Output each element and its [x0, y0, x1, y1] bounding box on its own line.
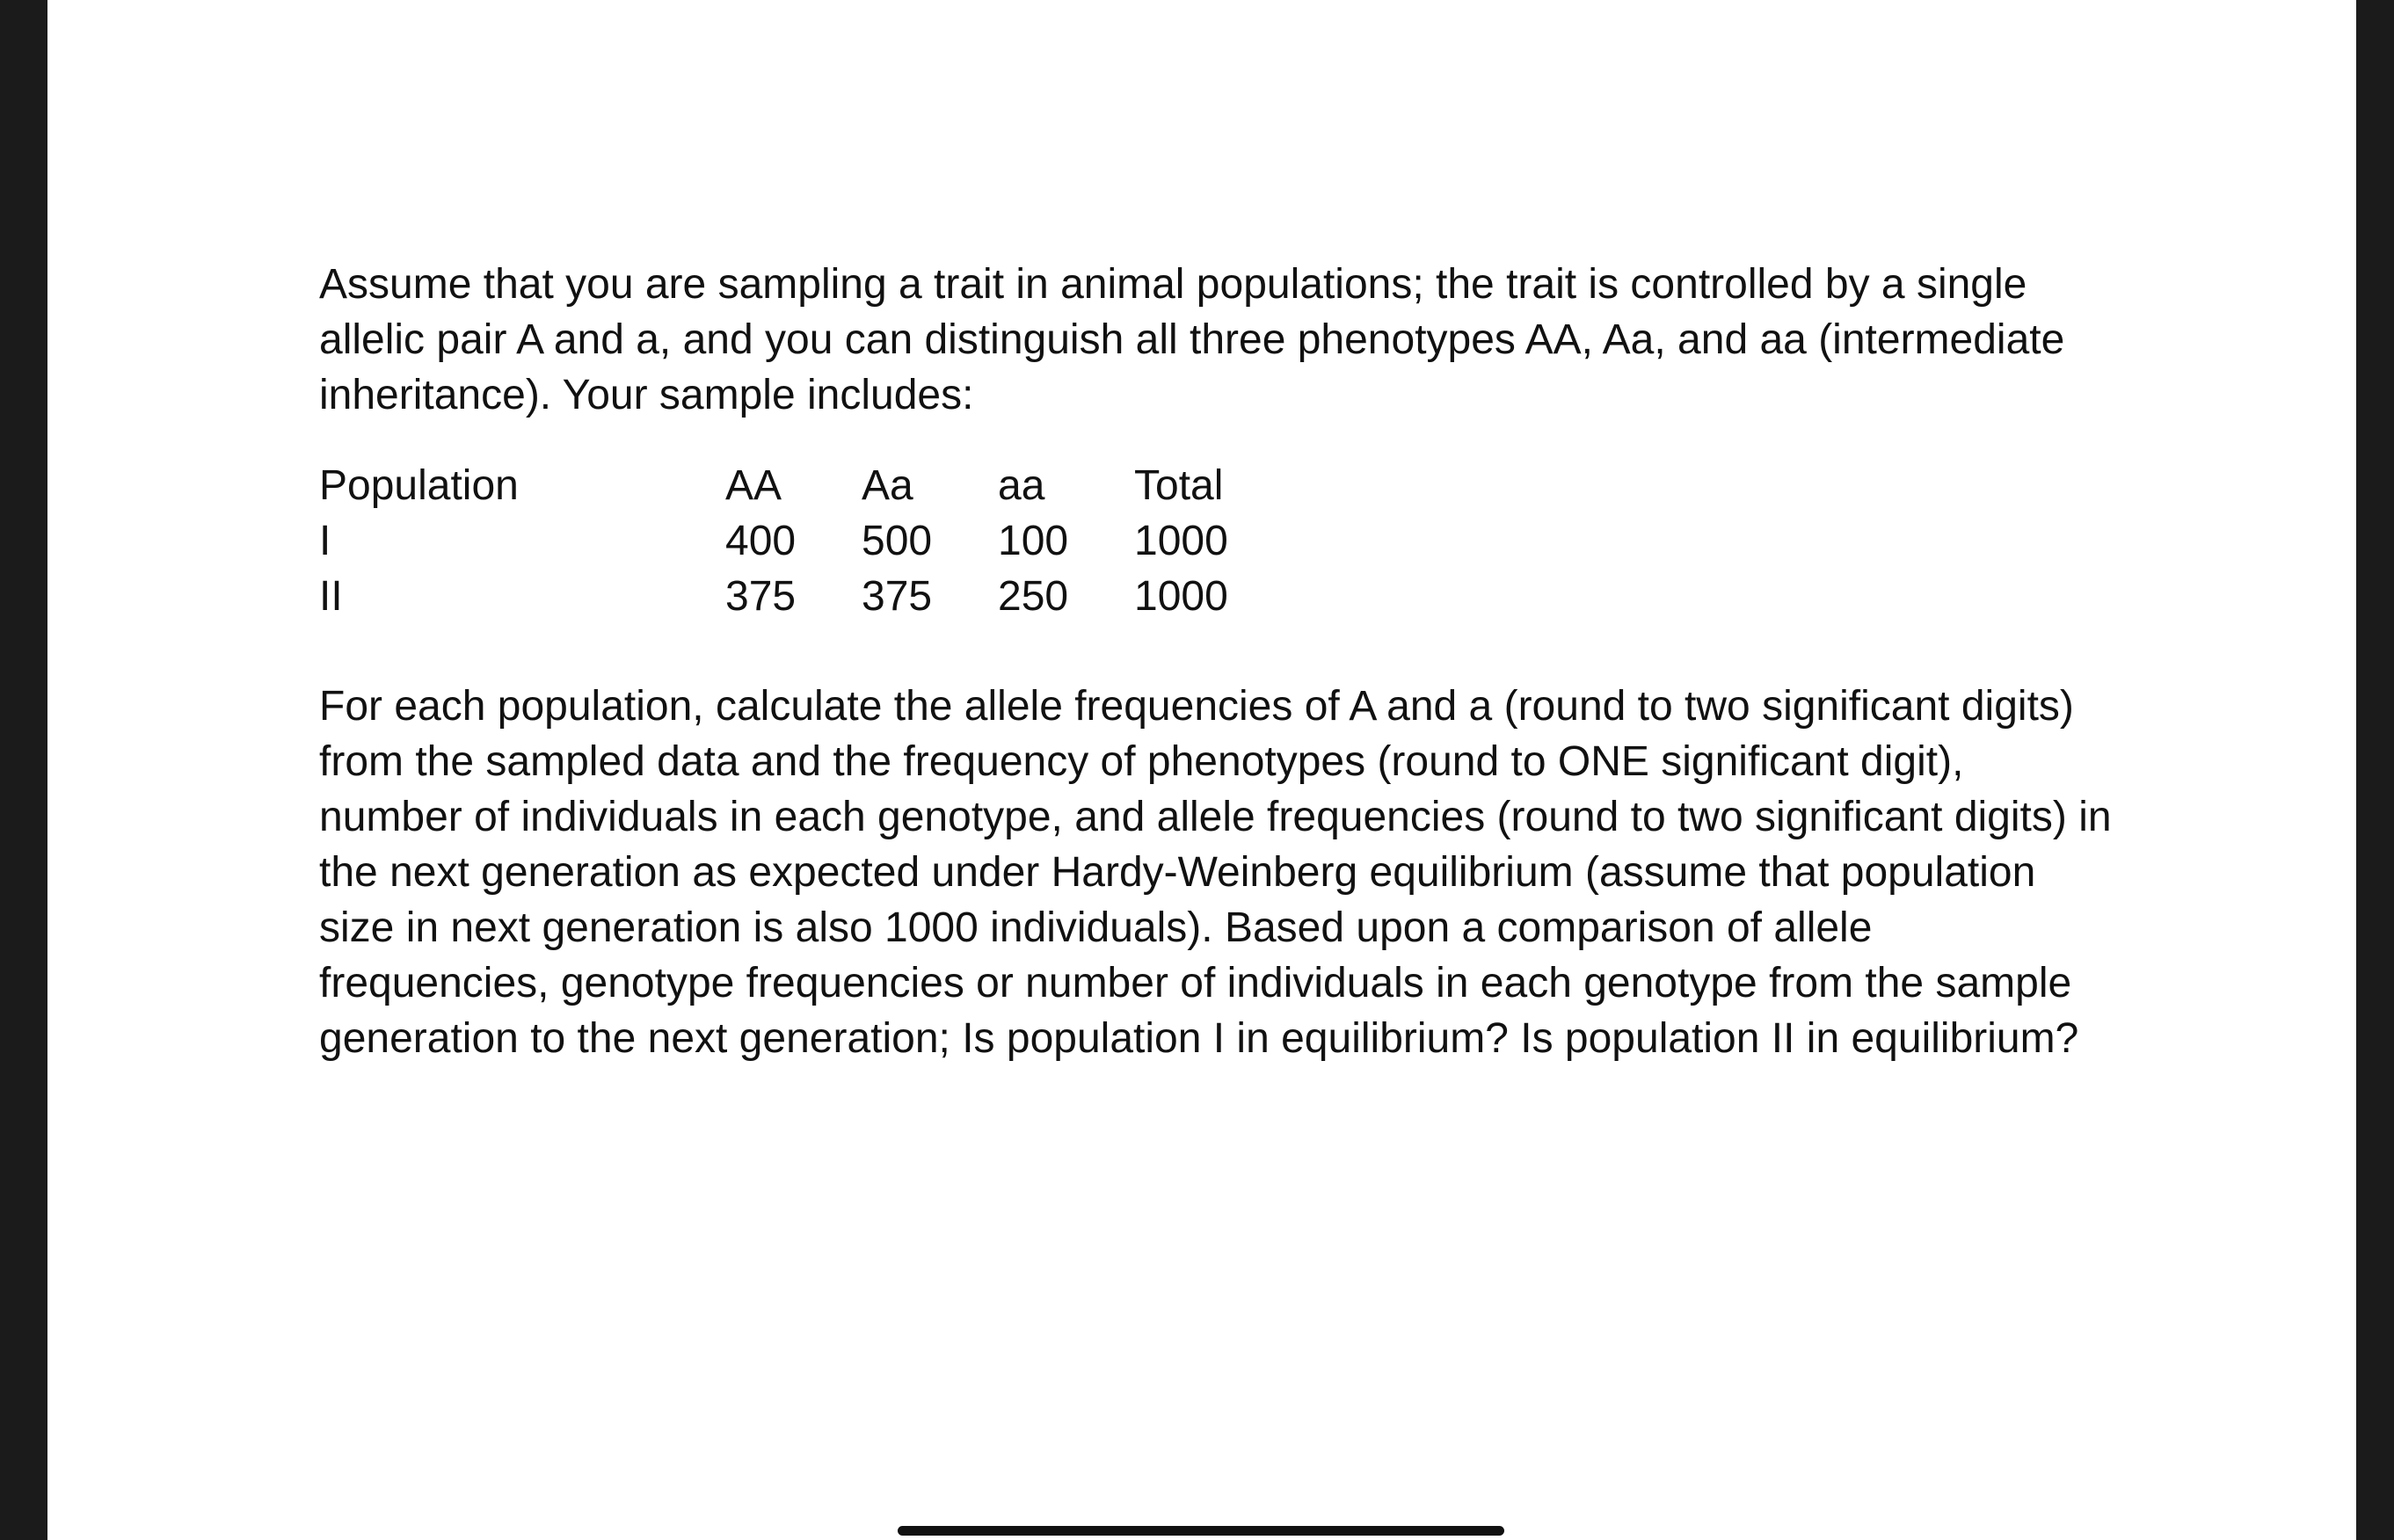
header-AA: AA — [725, 462, 782, 509]
header-total: Total — [1134, 462, 1224, 509]
sample-table — [319, 458, 1266, 624]
cell-aa: 250 — [998, 573, 1069, 620]
cell-total: 1000 — [1134, 573, 1228, 620]
cell-AA: 400 — [725, 518, 797, 564]
table-header-row — [319, 458, 1266, 513]
header-aa: aa — [998, 462, 1045, 509]
cell-total: 1000 — [1134, 518, 1228, 564]
header-population: Population — [319, 462, 519, 509]
cell-Aa: 375 — [862, 573, 933, 620]
cell-aa: 100 — [998, 518, 1069, 564]
home-indicator-bar[interactable] — [898, 1526, 1504, 1536]
header-Aa: Aa — [862, 462, 913, 509]
cell-population: II — [319, 573, 343, 620]
document-content — [319, 257, 2165, 1066]
intro-paragraph: Assume that you are sampling a trait in animal populations; the trait is controlled by a single allelic pair A and a, and you can distinguish all three phenotypes AA, Aa, and aa (intermediate inheritance). Your sample includes: — [319, 261, 2065, 418]
table-row — [319, 569, 1266, 624]
table-row — [319, 513, 1266, 569]
cell-AA: 375 — [725, 573, 797, 620]
cell-population: I — [319, 518, 331, 564]
cell-Aa: 500 — [862, 518, 933, 564]
question-paragraph: For each population, calculate the allele frequencies of A and a (round to two significant digits) from the sampled data and the frequency of phenotypes (round to ONE significant digit), number of individuals in each genotype, and allele frequencies (round to two significant digits) in the next generation as expected under Hardy-Weinberg equilibrium (assume that population size in next generation is also 1000 individuals). Based upon a comparison of allele frequencies, genotype frequencies or number of individuals in each genotype from the sample generation to the next generation; Is population I in equilibrium? Is population II in equilibrium? — [319, 683, 2112, 1062]
document-page — [47, 0, 2356, 1540]
